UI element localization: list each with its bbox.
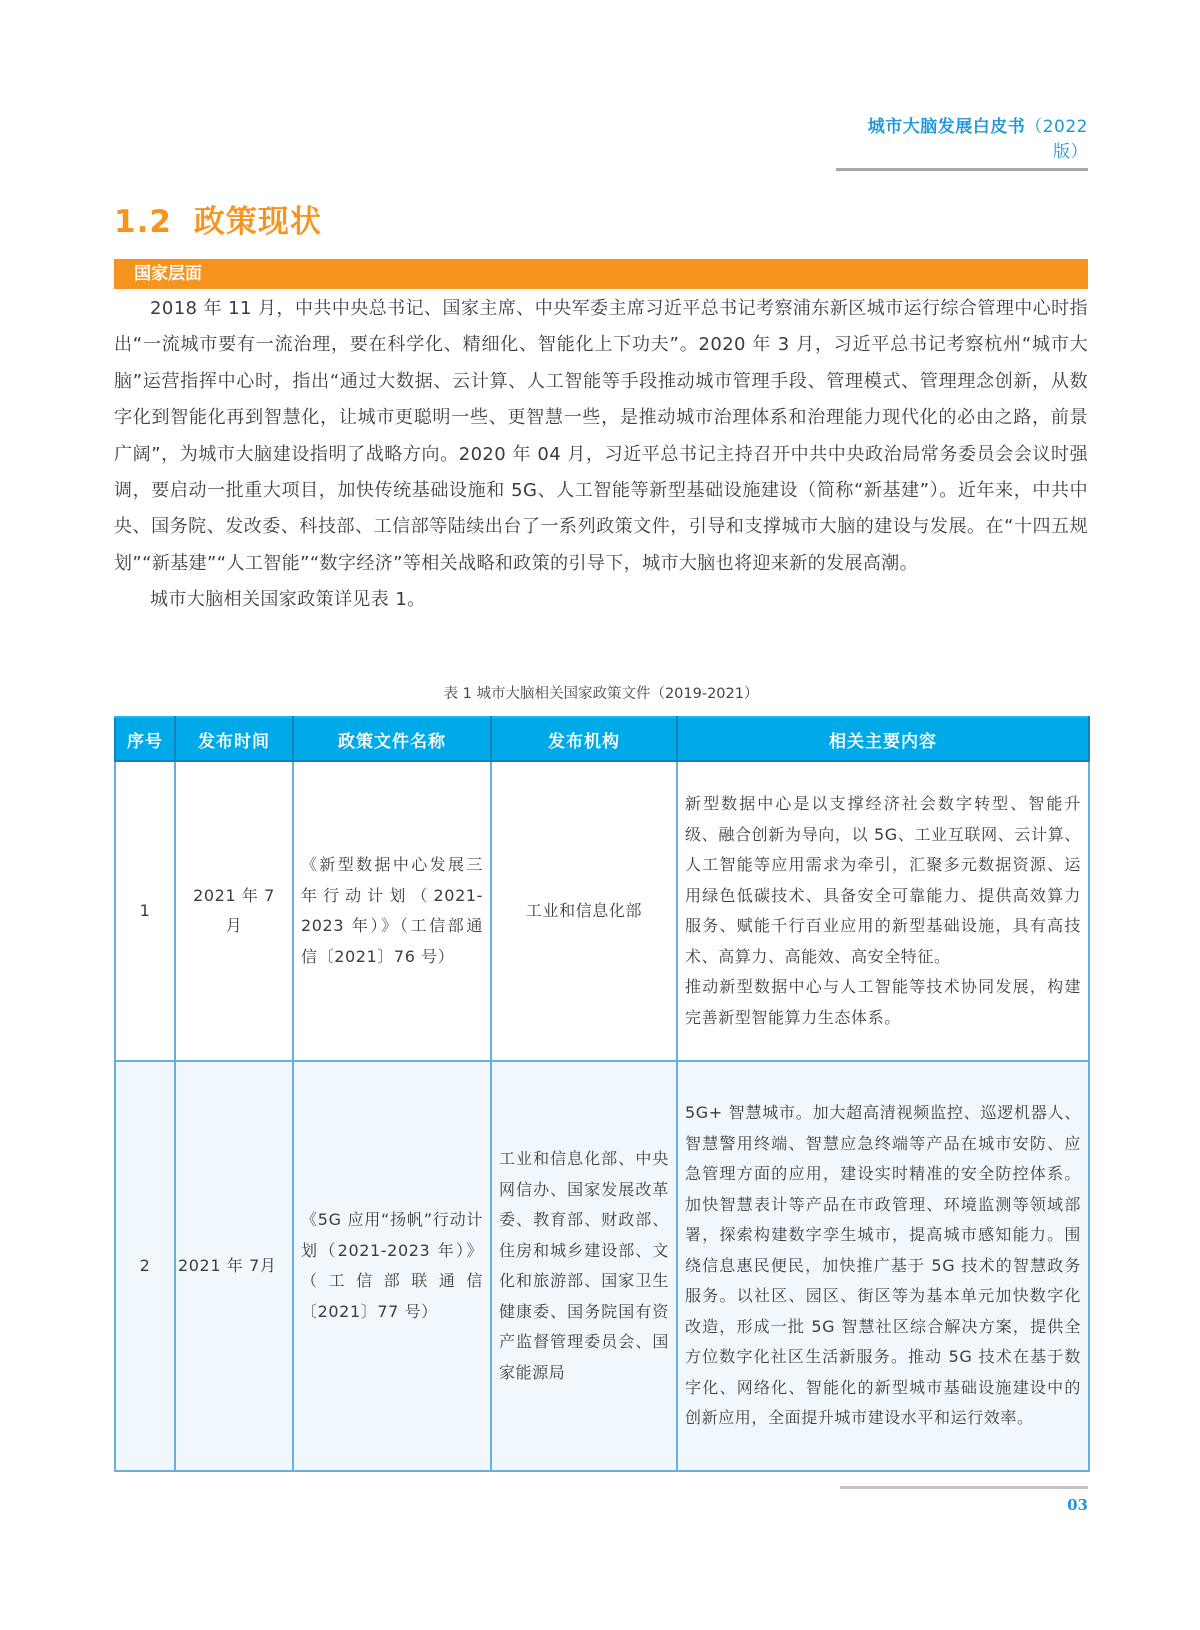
- running-header: [836, 112, 1088, 171]
- cell-issuer: 工业和信息化部、中央网信办、国家发展改革委、教育部、财政部、住房和城乡建设部、文化和旅游部、国家卫生健康委、国务院国有资产监督管理委员会、国家能源局: [491, 1061, 677, 1471]
- section-title: [114, 196, 322, 241]
- column-header-issuer: 发布机构: [491, 717, 677, 761]
- running-title: 城市大脑发展白皮书: [867, 117, 1026, 137]
- table-caption: 表 1 城市大脑相关国家政策文件（2019-2021）: [443, 686, 759, 702]
- cell-index: 2: [115, 1061, 175, 1471]
- column-header-policy: 政策文件名称: [293, 717, 491, 761]
- cell-policy: 《5G 应用“扬帆”行动计划（2021-2023 年）》（工信部联通信〔2021〕77 号）: [293, 1061, 491, 1471]
- table-row: [115, 761, 1089, 1061]
- page-number: 03: [1067, 1496, 1088, 1514]
- column-header-content: 相关主要内容: [677, 717, 1089, 761]
- footer-rule: [840, 1486, 1088, 1489]
- content-text-extra: 推动新型数据中心与人工智能等技术协同发展，构建完善新型智能算力生态体系。: [685, 977, 1081, 1027]
- body-paragraph: 2018 年 11 月，中共中央总书记、国家主席、中央军委主席习近平总书记考察浦东新区城市运行综合管理中心时指出“一流城市要有一流治理，要在科学化、精细化、智能化上下功夫”。2020 年 3 月，习近平总书记考察杭州“城市大脑”运营指挥中心时，指出“通过大数据、云计算、人工智能等手段推动城市管理手段、管理模式、管理理念创新，从数字化到智能化再到智慧化，让城市更聪明一些、更智慧一些，是推动城市治理体系和治理能力现代化的必由之路，前景广阔”，为城市大脑建设指明了战略方向。2020 年 04 月，习近平总书记主持召开中共中央政治局常务委员会会议时强调，要启动一批重大项目，加快传统基础设施和 5G、人工智能等新型基础设施建设（简称“新基建”）。近年来，中共中央、国务院、发改委、科技部、工信部等陆续出台了一系列政策文件，引导和支撑城市大脑的建设与发展。在“十四五规划”“新基建”“人工智能”“数字经济”等相关战略和政策的引导下，城市大脑也将迎来新的发展高潮。: [114, 298, 1088, 574]
- column-header-index: 序号: [115, 717, 175, 761]
- section-heading: 政策现状: [193, 204, 322, 240]
- body-paragraph: 城市大脑相关国家政策详见表 1。: [150, 589, 426, 611]
- cell-policy: 《新型数据中心发展三年行动计划（2021-2023 年）》（工信部通信〔2021〕76 号）: [293, 761, 491, 1061]
- column-header-date: 发布时间: [175, 717, 293, 761]
- cell-issuer: 工业和信息化部: [491, 761, 677, 1061]
- table-header-row: [115, 717, 1089, 761]
- subsection-bar: [114, 259, 1088, 289]
- content-text: 新型数据中心是以支撑经济社会数字转型、智能升级、融合创新为导向，以 5G、工业互联网、云计算、人工智能等应用需求为牵引，汇聚多元数据资源、运用绿色低碳技术、具备安全可靠能力、提供高效算力服务、赋能千行百业应用的新型基础设施，具有高技术、高算力、高能效、高安全特征。: [685, 794, 1081, 966]
- cell-date: 2021 年 7 月: [175, 761, 293, 1061]
- cell-content: [677, 761, 1089, 1061]
- section-number: 1.2: [114, 204, 172, 240]
- subsection-title: 国家层面: [134, 264, 202, 284]
- policy-table: [114, 716, 1090, 1472]
- body-text: [114, 291, 1088, 619]
- cell-index: 1: [115, 761, 175, 1061]
- table-row: [115, 1061, 1089, 1471]
- cell-date: 2021 年 7月: [175, 1061, 293, 1471]
- running-version: （2022 版）: [1025, 117, 1088, 162]
- cell-content: 5G+ 智慧城市。加大超高清视频监控、巡逻机器人、智慧警用终端、智慧应急终端等产品在城市安防、应急管理方面的应用，建设实时精准的安全防控体系。加快智慧表计等产品在市政管理、环境监测等领域部署，探索构建数字孪生城市，提高城市感知能力。围绕信息惠民便民，加快推广基于 5G 技术的智慧政务服务。以社区、园区、街区等为基本单元加快数字化改造，形成一批 5G 智慧社区综合解决方案，提供全方位数字化社区生活新服务。推动 5G 技术在基于数字化、网络化、智能化的新型城市基础设施建设中的创新应用，全面提升城市建设水平和运行效率。: [677, 1061, 1089, 1471]
